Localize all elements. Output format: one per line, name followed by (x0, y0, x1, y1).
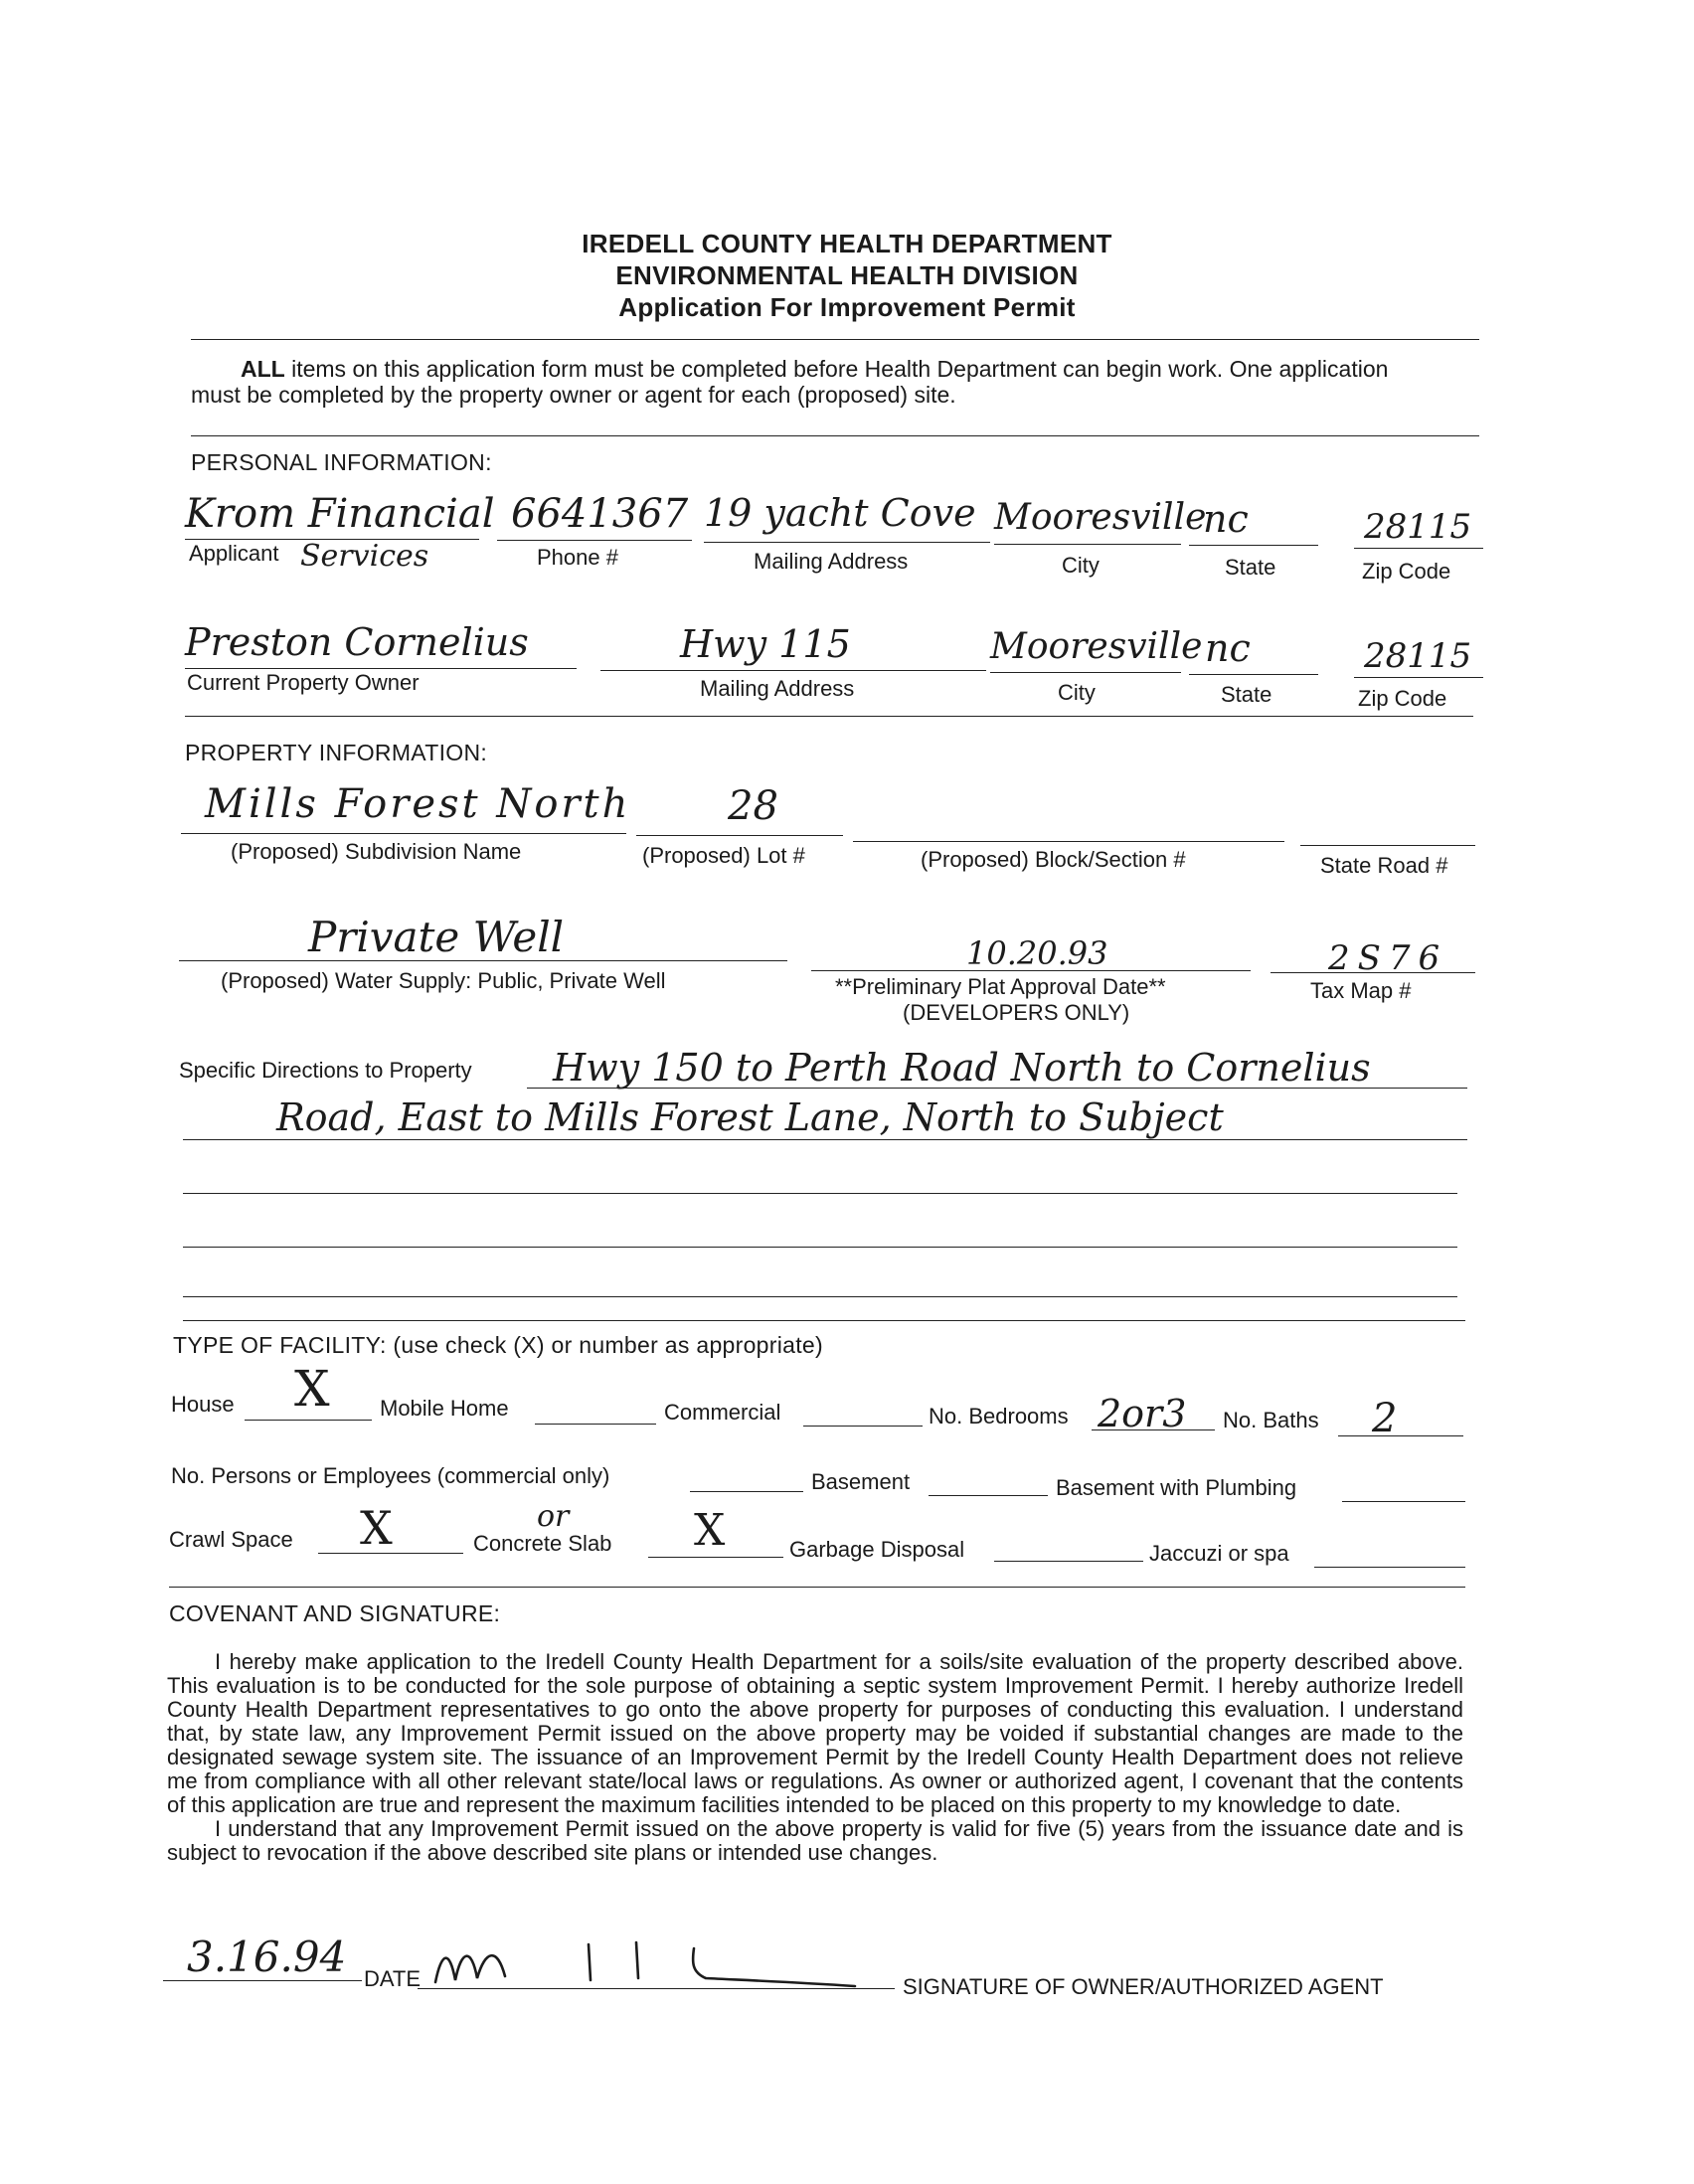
phone-label: Phone # (537, 545, 618, 570)
applicant-label: Applicant (189, 541, 279, 566)
signature-label: SIGNATURE OF OWNER/AUTHORIZED AGENT (903, 1974, 1384, 1999)
owner-label: Current Property Owner (187, 670, 420, 695)
header-rule (191, 339, 1479, 340)
plat-date-label: **Preliminary Plat Approval Date** (835, 974, 1166, 999)
basement-label: Basement (811, 1469, 911, 1494)
applicant-mailing: 19 yacht Cove (704, 491, 976, 535)
form-title-line3: Application For Improvement Permit (618, 292, 1076, 322)
facility-heading: TYPE OF FACILITY: (use check (X) or number as appropriate) (173, 1332, 823, 1358)
basement-plumbing-label: Basement with Plumbing (1056, 1475, 1297, 1500)
directions-line1: Hwy 150 to Perth Road North to Cornelius (553, 1046, 1371, 1090)
developers-only-label: (DEVELOPERS ONLY) (903, 1000, 1130, 1025)
owner-state-label: State (1221, 682, 1272, 707)
owner-city-label: City (1058, 680, 1096, 705)
form-title-line1: IREDELL COUNTY HEALTH DEPARTMENT (582, 229, 1112, 258)
owner-mailing-label: Mailing Address (700, 676, 855, 701)
crawl-space-mark: X (360, 1501, 393, 1555)
owner-city: Mooresville (990, 626, 1203, 667)
block-label: (Proposed) Block/Section # (921, 847, 1186, 872)
state-label: State (1225, 555, 1276, 580)
garbage-disposal-label: Garbage Disposal (789, 1537, 965, 1562)
applicant-phone: 6641367 (511, 491, 689, 537)
persons-label: No. Persons or Employees (commercial only) (171, 1463, 610, 1488)
zip-label: Zip Code (1362, 559, 1451, 584)
intro-line2: must be completed by the property owner or agent for each (proposed) site. (191, 382, 956, 408)
applicant-city: Mooresville (994, 497, 1207, 538)
lot-number: 28 (728, 783, 778, 829)
bedrooms-label: No. Bedrooms (929, 1404, 1069, 1428)
concrete-slab-label: Concrete Slab (473, 1531, 612, 1556)
covenant-heading: COVENANT AND SIGNATURE: (169, 1600, 501, 1626)
subdivision-label: (Proposed) Subdivision Name (231, 839, 522, 864)
date-label: DATE (364, 1966, 422, 1991)
lot-label: (Proposed) Lot # (642, 843, 805, 868)
tax-map-label: Tax Map # (1310, 978, 1412, 1003)
commercial-label: Commercial (664, 1400, 781, 1425)
house-label: House (171, 1392, 235, 1417)
bedrooms-value: 2or3 (1098, 1392, 1187, 1435)
personal-heading: PERSONAL INFORMATION: (191, 449, 492, 475)
mobile-home-label: Mobile Home (380, 1396, 509, 1421)
personal-rule (185, 716, 1473, 717)
water-supply-label: (Proposed) Water Supply: Public, Private Well (221, 968, 666, 993)
covenant-text (167, 1650, 1463, 1865)
owner-zip: 28115 (1364, 636, 1472, 676)
applicant-zip: 28115 (1364, 507, 1472, 547)
mailing-label: Mailing Address (754, 549, 909, 574)
covenant-paragraph-2: I understand that any Improvement Permit issued on the above property is valid for five (5) years from the issuance date and is subject to revocation if the above described site plans or intended use changes. (167, 1816, 1463, 1865)
concrete-slab-mark: X (694, 1505, 726, 1556)
applicant-name: Krom Financial (185, 491, 495, 537)
intro-line1: ALL items on this application form must be completed before Health Department can begin work. One application (241, 356, 1389, 382)
jaccuzi-label: Jaccuzi or spa (1149, 1541, 1289, 1566)
covenant-paragraph-1: I hereby make application to the Iredell County Health Department for a soils/site evaluation of the property described above. This evaluation is to be conducted for the sole purpose of obtaining a septic system Improvement Permit. I hereby authorize Iredell County Health Department representatives to go onto the above property for purposes of conducting this evaluation. I understand that, by state law, any Improvement Permit issued on the above property may be voided if substantial changes are made to the designated sewage system site. The issuance of an Improvement Permit by the Iredell County Health Department does not relieve me from compliance with all other relevant state/local laws or regulations. As owner or authorized agent, I covenant that the contents of this application are true and represent the maximum facilities intended to be placed on this property to my knowledge to date. (167, 1649, 1463, 1817)
intro-rule (191, 435, 1479, 436)
city-label: City (1062, 553, 1100, 578)
crawl-space-label: Crawl Space (169, 1527, 293, 1552)
owner-name: Preston Cornelius (185, 620, 529, 664)
road-label: State Road # (1320, 853, 1448, 878)
facility-rule (169, 1587, 1465, 1588)
owner-mailing: Hwy 115 (680, 622, 851, 666)
water-supply-value: Private Well (308, 913, 565, 961)
property-heading: PROPERTY INFORMATION: (185, 740, 488, 765)
owner-zip-label: Zip Code (1358, 686, 1447, 711)
form-title-line2: ENVIRONMENTAL HEALTH DIVISION (615, 260, 1079, 290)
signature-date-value: 3.16.94 (187, 1932, 347, 1981)
directions-line2: Road, East to Mills Forest Lane, North to Subject (276, 1095, 1224, 1139)
applicant-state: nc (1203, 497, 1249, 541)
applicant-name-cont: Services (300, 539, 429, 574)
owner-state: nc (1205, 626, 1251, 670)
subdivision-name: Mills Forest North (205, 781, 631, 827)
signature-image (427, 1932, 905, 2002)
directions-label: Specific Directions to Property (179, 1058, 472, 1083)
plat-date-value: 10.20.93 (966, 934, 1108, 972)
baths-label: No. Baths (1223, 1408, 1319, 1432)
or-note: or (537, 1499, 570, 1534)
baths-value: 2 (1372, 1396, 1398, 1441)
tax-map-value: 2S76 (1328, 938, 1448, 978)
house-mark: X (294, 1360, 330, 1418)
